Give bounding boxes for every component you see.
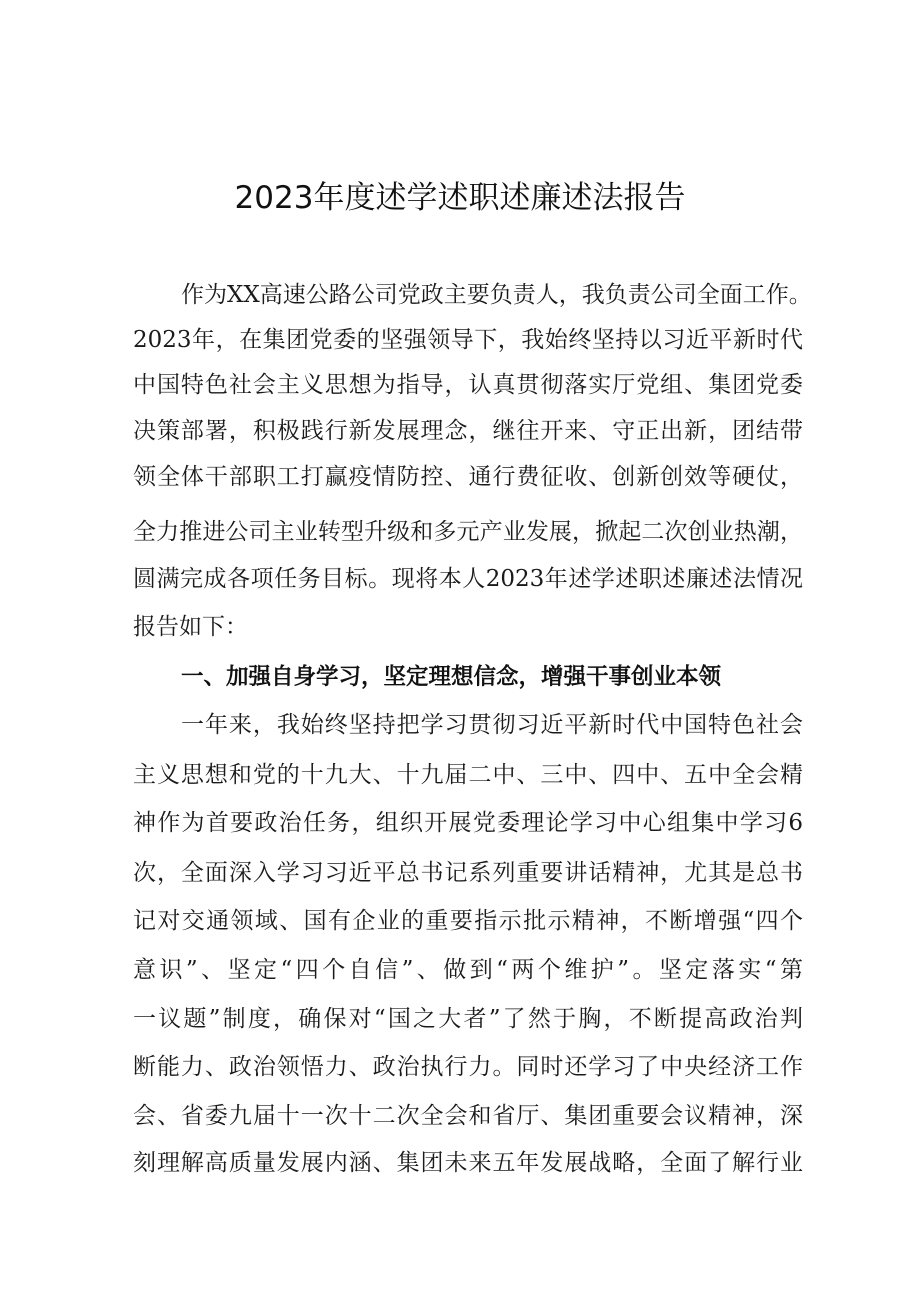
paragraph-line: 记对交通领域、国有企业的重要指示批示精神，不断增强“四个: [133, 908, 803, 934]
paragraph-line: 2023年，在集团党委的坚强领导下，我始终坚持以习近平新时代: [133, 327, 803, 353]
paragraph-line: 一年来，我始终坚持把学习贯彻习近平新时代中国特色社会: [181, 712, 803, 738]
paragraph-line: 断能力、政治领悟力、政治执行力。同时还学习了中央经济工作: [133, 1054, 803, 1080]
paragraph-line: 一议题”制度，确保对“国之大者”了然于胸，不断提高政治判: [133, 1006, 803, 1032]
document-title: 2023年度述学述职述廉述法报告: [234, 180, 686, 216]
paragraph-line: 会、省委九届十一次十二次全会和省厅、集团重要会议精神，深: [133, 1103, 803, 1129]
paragraph-line: 刻理解高质量发展内涵、集团未来五年发展战略，全面了解行业: [133, 1150, 803, 1176]
paragraph-line: 领全体干部职工打赢疫情防控、通行费征收、创新创效等硬仗，: [133, 464, 803, 490]
paragraph-line: 意识”、坚定“四个自信”、做到“两个维护”。坚定落实“第: [133, 957, 803, 983]
paragraph-line: 报告如下：: [133, 614, 248, 640]
paragraph-line: 中国特色社会主义思想为指导，认真贯彻落实厅党组、集团党委: [133, 372, 803, 398]
paragraph-line: 次，全面深入学习习近平总书记系列重要讲话精神，尤其是总书: [133, 860, 803, 886]
section-heading: 一、加强自身学习，坚定理想信念，增强干事创业本领: [181, 664, 722, 690]
paragraph-line: 全力推进公司主业转型升级和多元产业发展，掀起二次创业热潮，: [133, 519, 803, 545]
paragraph-line: 主义思想和党的十九大、十九届二中、三中、四中、五中全会精: [133, 762, 803, 788]
paragraph-line: 作为XX高速公路公司党政主要负责人，我负责公司全面工作。: [181, 282, 812, 308]
paragraph-line: 神作为首要政治任务，组织开展党委理论学习中心组集中学习6: [133, 810, 803, 836]
paragraph-line: 决策部署，积极践行新发展理念，继往开来、守正出新，团结带: [133, 418, 803, 444]
paragraph-line: 圆满完成各项任务目标。现将本人2023年述学述职述廉述法情况: [133, 566, 803, 592]
